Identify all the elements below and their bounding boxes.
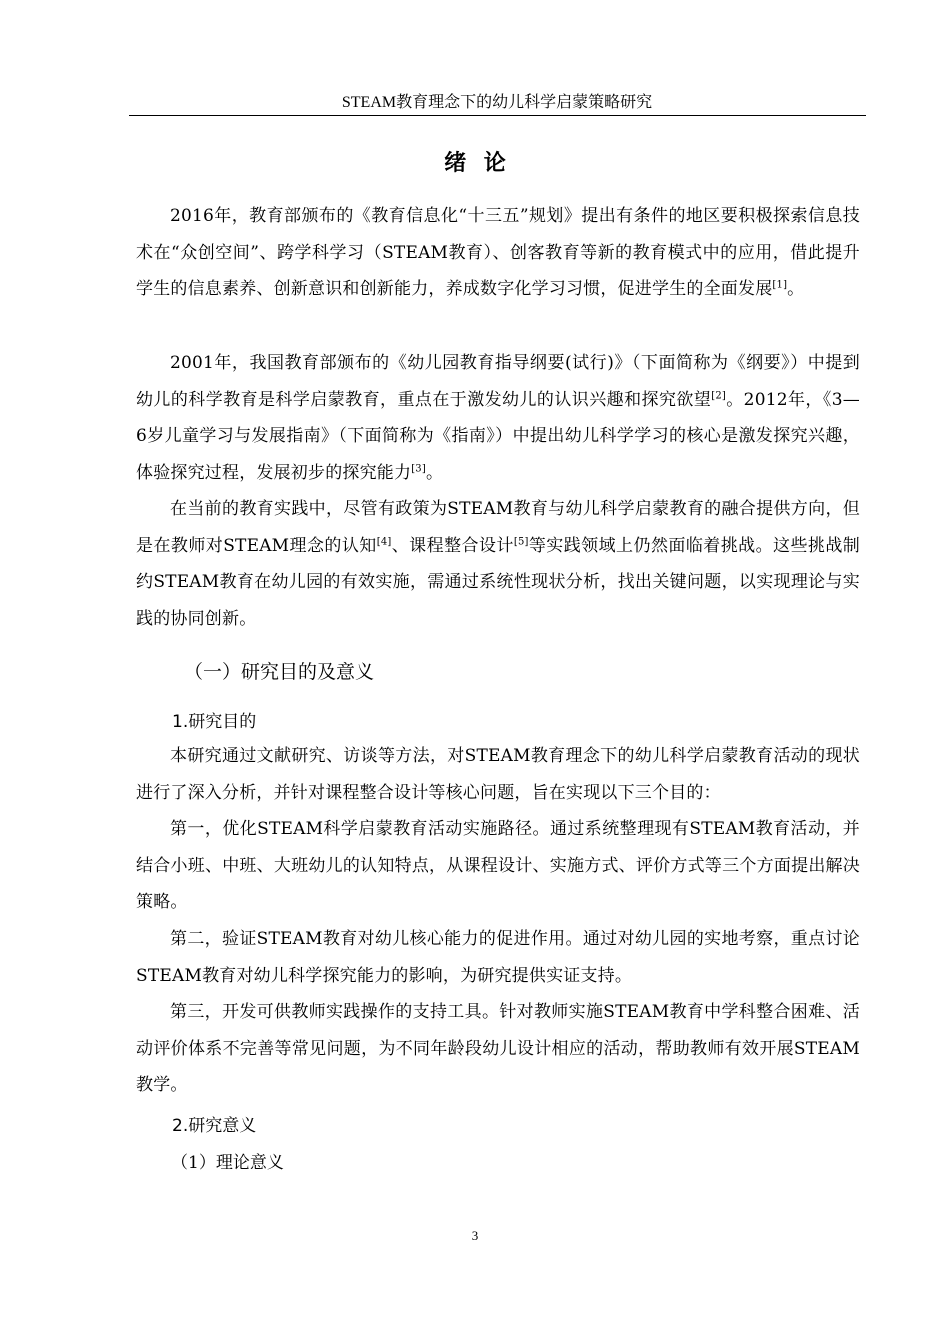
citation-1: [1] xyxy=(772,279,788,291)
citation-5: [5] xyxy=(513,535,529,547)
header-rule xyxy=(129,115,866,116)
paragraph-3 xyxy=(136,491,860,637)
paragraph-2-text-1: 2001年，我国教育部颁布的《幼儿园教育指导纲要(试行)》（下面简称为《纲要》）中提到幼儿的科学教育是科学启蒙教育，重点在于激发幼儿的认识兴趣和探究欲望 xyxy=(136,353,860,410)
citation-3: [3] xyxy=(411,462,426,474)
page-number: 3 xyxy=(471,1228,479,1243)
purpose-paragraph-2: 第一，优化STEAM科学启蒙教育活动实施路径。通过系统整理现有STEAM教育活动，并结合小班、中班、大班幼儿的认知特点，从课程设计、实施方式、评价方式等三个方面提出解决策略。 xyxy=(136,819,860,912)
theory-heading: （1）理论意义 xyxy=(171,1153,284,1173)
purpose-paragraph-3: 第二，验证STEAM教育对幼儿核心能力的促进作用。通过对幼儿园的实地考察，重点讨论STEAM教育对幼儿科学探究能力的影响，为研究提供实证支持。 xyxy=(136,929,860,986)
citation-4: [4] xyxy=(376,535,392,547)
running-header: STEAM教育理念下的幼儿科学启蒙策略研究 xyxy=(341,94,653,111)
paragraph-2-text-2: 。2012年，《3—6岁儿童学习与发展指南》（下面简称为《指南》）中提出幼儿科学学习的核心是激发探究兴趣，体验探究过程，发展初步的探究能力 xyxy=(136,389,860,483)
paragraph-1 xyxy=(136,198,860,308)
purpose-heading: 1.研究目的 xyxy=(172,712,257,732)
section-heading: （一）研究目的及意义 xyxy=(184,661,375,683)
paragraph-1-text-2: 。 xyxy=(787,279,805,299)
paragraph-3-text-3: 等实践领域上仍然面临着挑战。这些挑战制约STEAM教育在幼儿园的有效实施，需通过系统性现状分析，找出关键问题，以实现理论与实践的协同创新。 xyxy=(136,535,860,629)
purpose-paragraph-4: 第三，开发可供教师实践操作的支持工具。针对教师实施STEAM教育中学科整合困难、活动评价体系不完善等常见问题，为不同年龄段幼儿设计相应的活动，帮助教师有效开展STEAM教学。 xyxy=(136,1002,860,1095)
paragraph-3-text-1: 在当前的教育实践中，尽管有政策为STEAM教育与幼儿科学启蒙教育的融合提供方向，但是在教师对STEAM理念的认知 xyxy=(136,499,860,556)
purpose-paragraph-1: 本研究通过文献研究、访谈等方法，对STEAM教育理念下的幼儿科学启蒙教育活动的现状进行了深入分析，并针对课程整合设计等核心问题，旨在实现以下三个目的： xyxy=(136,746,860,803)
chapter-title: 绪论 xyxy=(444,151,524,176)
citation-2: [2] xyxy=(711,389,727,401)
paragraph-1-text-1: 2016年，教育部颁布的《教育信息化“十三五”规划》提出有条件的地区要积极探索信息技术在“众创空间”、跨学科学习（STEAM教育）、创客教育等新的教育模式中的应用，借此提升学生的信息素养、创新意识和创新能力，养成数字化学习习惯，促进学生的全面发展 xyxy=(136,206,860,299)
paragraph-2-text-3: 。 xyxy=(425,462,444,483)
paragraph-2 xyxy=(136,345,860,491)
significance-heading: 2.研究意义 xyxy=(172,1116,257,1136)
paragraph-3-text-2: 、课程整合设计 xyxy=(391,535,514,556)
